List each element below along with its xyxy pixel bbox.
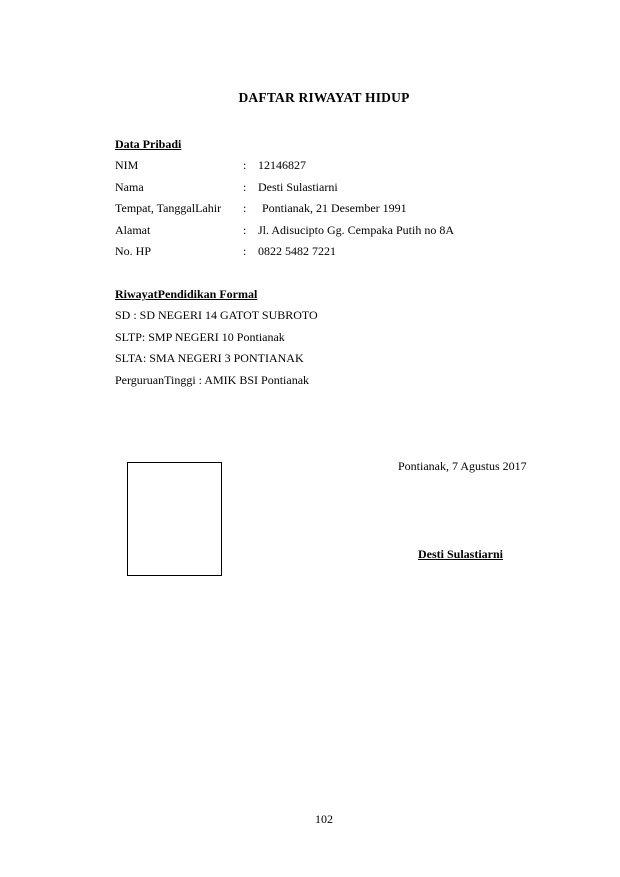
bio-value: 12146827 <box>258 158 306 172</box>
bio-row-address <box>115 223 535 239</box>
bio-value: Jl. Adisucipto Gg. Cempaka Putih no 8A <box>258 223 454 237</box>
education-line-sltp: SLTP: SMP NEGERI 10 Pontianak <box>115 330 285 344</box>
bio-row-nama <box>115 180 535 196</box>
signature-name: Desti Sulastiarni <box>418 547 504 561</box>
bio-row-birth <box>115 201 535 217</box>
education-heading: RiwayatPendidikan Formal <box>115 287 258 301</box>
bio-colon: : <box>243 223 247 237</box>
bio-label: Tempat, TanggalLahir <box>115 201 222 215</box>
bio-label: Nama <box>115 180 144 194</box>
bio-value: Pontianak, 21 Desember 1991 <box>262 201 407 215</box>
bio-row-phone <box>115 244 535 260</box>
bio-label: NIM <box>115 158 139 172</box>
bio-value: Desti Sulastiarni <box>258 180 338 194</box>
bio-colon: : <box>243 244 247 258</box>
bio-label: No. HP <box>115 244 152 258</box>
education-line-slta: SLTA: SMA NEGERI 3 PONTIANAK <box>115 351 304 365</box>
bio-colon: : <box>243 180 247 194</box>
bio-row-nim <box>115 158 535 174</box>
personal-data-heading: Data Pribadi <box>115 137 182 151</box>
education-line-university: PerguruanTinggi : AMIK BSI Pontianak <box>115 373 310 387</box>
page-number: 102 <box>315 812 333 826</box>
bio-colon: : <box>243 158 247 172</box>
bio-colon: : <box>243 201 247 215</box>
document-title: DAFTAR RIWAYAT HIDUP <box>238 90 410 105</box>
signature-place-date: Pontianak, 7 Agustus 2017 <box>398 459 527 473</box>
photo-placeholder <box>127 462 222 576</box>
education-line-sd: SD : SD NEGERI 14 GATOT SUBROTO <box>115 308 318 322</box>
bio-value: 0822 5482 7221 <box>258 244 336 258</box>
bio-label: Alamat <box>115 223 151 237</box>
